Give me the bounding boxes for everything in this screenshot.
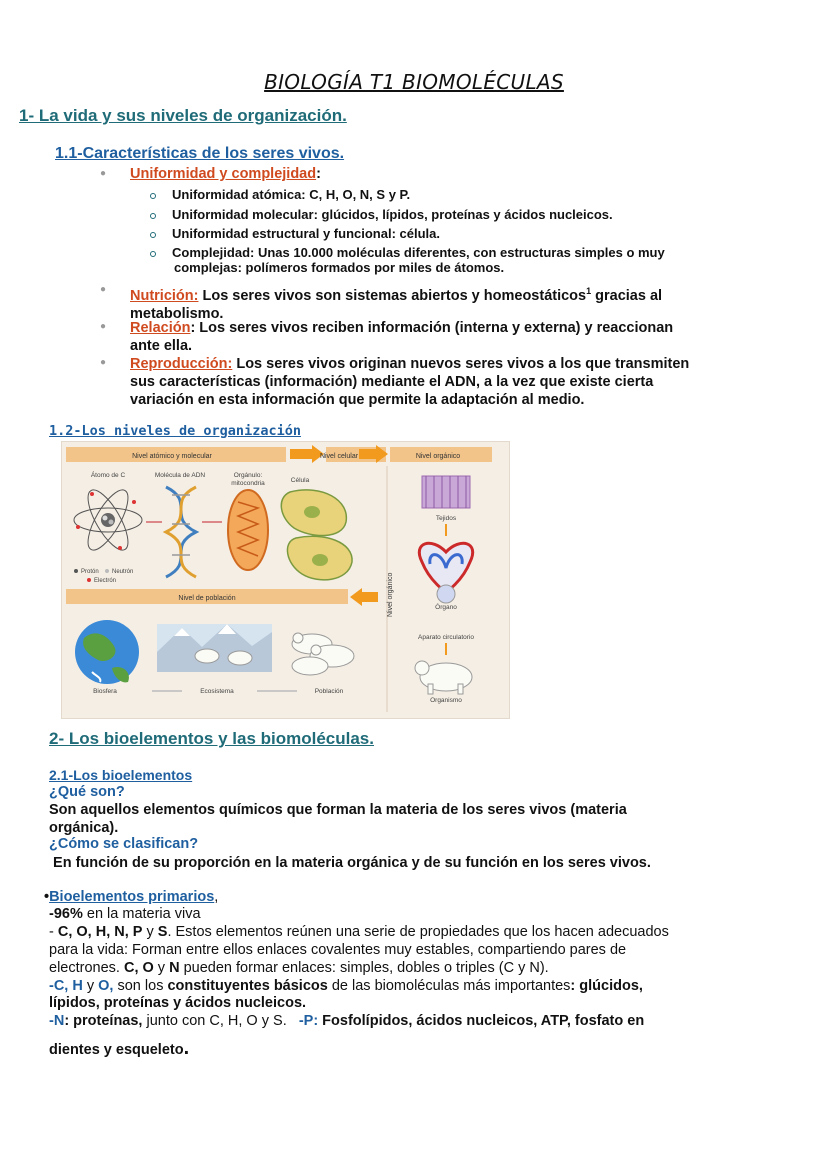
reproduccion-label: Reproducción: [130,356,233,372]
dna-label: Molécula de ADN [154,472,206,479]
organization-levels-diagram [62,442,509,718]
organ-label: Órgano [435,604,457,611]
primary-props-line: para la vida: Forman entre ellos enlaces covalentes muy estables, compartiendo pares de [49,942,627,958]
primary-props-line: - C, O, H, N, P y S. Estos elementos reúnen una serie de propiedades que los hacen adecuados [49,924,669,940]
answer-how: En función de su proporción en la materia orgánica y de su función en los seres vivos. [49,855,651,871]
section-1-1-heading: 1.1-Características de los seres vivos. [55,145,345,162]
primary-bioelements-heading: •Bioelementos primarios, [44,889,219,905]
list-item: Complejidad: Unas 10.000 moléculas diferentes, con estructuras simples o muy [150,245,665,261]
atom-label: Átomo de C [90,472,126,479]
organization-levels-figure [61,441,510,719]
list-item: Uniformidad atómica: C, H, O, N, S y P. [150,187,410,203]
relacion-label: Relación [130,320,191,336]
earth-globe-icon [75,620,139,684]
primary-bioelements-label: Bioelementos primarios [49,889,215,905]
circle-bullet-icon [150,193,156,199]
circulatory-system-label: Aparato circulatorio [418,634,474,641]
population-label: Población [314,688,344,695]
nutricion-label: Nutrición: [130,287,199,304]
organic-level-vertical-label: Nivel orgánico [387,572,394,617]
organelle-label: Orgánulo: [233,472,263,479]
electron-label: Electrón [94,578,117,584]
primary-pct-line: -96% en la materia viva [49,906,201,922]
document-title: BIOLOGÍA T1 BIOMOLÉCULAS [264,70,564,94]
ecosystem-label: Ecosistema [200,688,234,695]
arrow-left-icon [350,588,378,606]
proton-dot-icon [74,569,78,573]
mitochondria-label: mitocondria [231,480,265,487]
bear-population-icon [292,633,354,675]
neutron-dot-icon [105,569,109,573]
tissues-label: Tejidos [435,515,457,522]
atom-icon [74,485,142,556]
question-what: ¿Qué son? [49,784,125,800]
circle-bullet-icon [150,232,156,238]
electron-dot-icon [87,578,91,582]
answer-what: Son aquellos elementos químicos que forman la materia de los seres vivos (materia orgánica). [49,802,627,836]
primary-props-line: electrones. C, O y N pueden formar enlaces: simples, dobles o triples (C y N). [49,960,549,976]
cell-level-label: Nivel celular [319,453,359,460]
list-item-continuation: complejas: polímeros formados por miles de átomos. [174,260,505,275]
polar-bear-icon [415,661,472,694]
neutron-label: Neutrón [112,569,134,575]
circle-bullet-icon [150,213,156,219]
list-item: Uniformidad estructural y funcional: célula. [150,226,440,242]
primary-np-line: dientes y esqueleto. [49,1037,190,1059]
question-how: ¿Cómo se clasifican? [49,836,199,852]
section-2-heading: 2- Los bioelementos y las biomoléculas. [49,729,374,748]
cell-icon [281,490,352,580]
section-2-1-heading: 2.1-Los bioelementos [49,767,193,783]
tissue-icon [422,476,470,508]
atomic-level-label: Nivel atómico y molecular [132,453,212,460]
mitochondria-icon [228,490,268,570]
arrow-right-icon [290,445,324,463]
proton-label: Protón [81,569,99,575]
organic-level-label: Nivel orgánico [415,453,461,460]
primary-np-line: -N: proteínas, junto con C, H, O y S. -P: Fosfolípidos, ácidos nucleicos, ATP, fosfato en [49,1013,645,1029]
organism-label: Organismo [430,697,462,704]
primary-chon-line: -C, H y O, son los constituyentes básicos de las biomoléculas más importantes: glúcidos, [49,978,643,994]
circle-bullet-icon [150,251,156,257]
dna-icon [166,487,196,577]
heart-circulatory-icon [419,543,472,603]
population-level-label: Nivel de población [178,595,236,602]
primary-chon-line: lípidos, proteínas y ácidos nucleicos. [49,995,307,1011]
uniformidad-label: Uniformidad y complejidad [130,166,317,182]
cell-label: Célula [290,477,310,484]
list-item: Uniformidad molecular: glúcidos, lípidos, proteínas y ácidos nucleicos. [150,207,613,223]
ecosystem-icon [157,624,272,672]
biosphere-label: Biosfera [93,688,117,695]
section-1-heading: 1- La vida y sus niveles de organización. [19,106,347,125]
section-1-2-heading: 1.2-Los niveles de organización [49,423,301,439]
